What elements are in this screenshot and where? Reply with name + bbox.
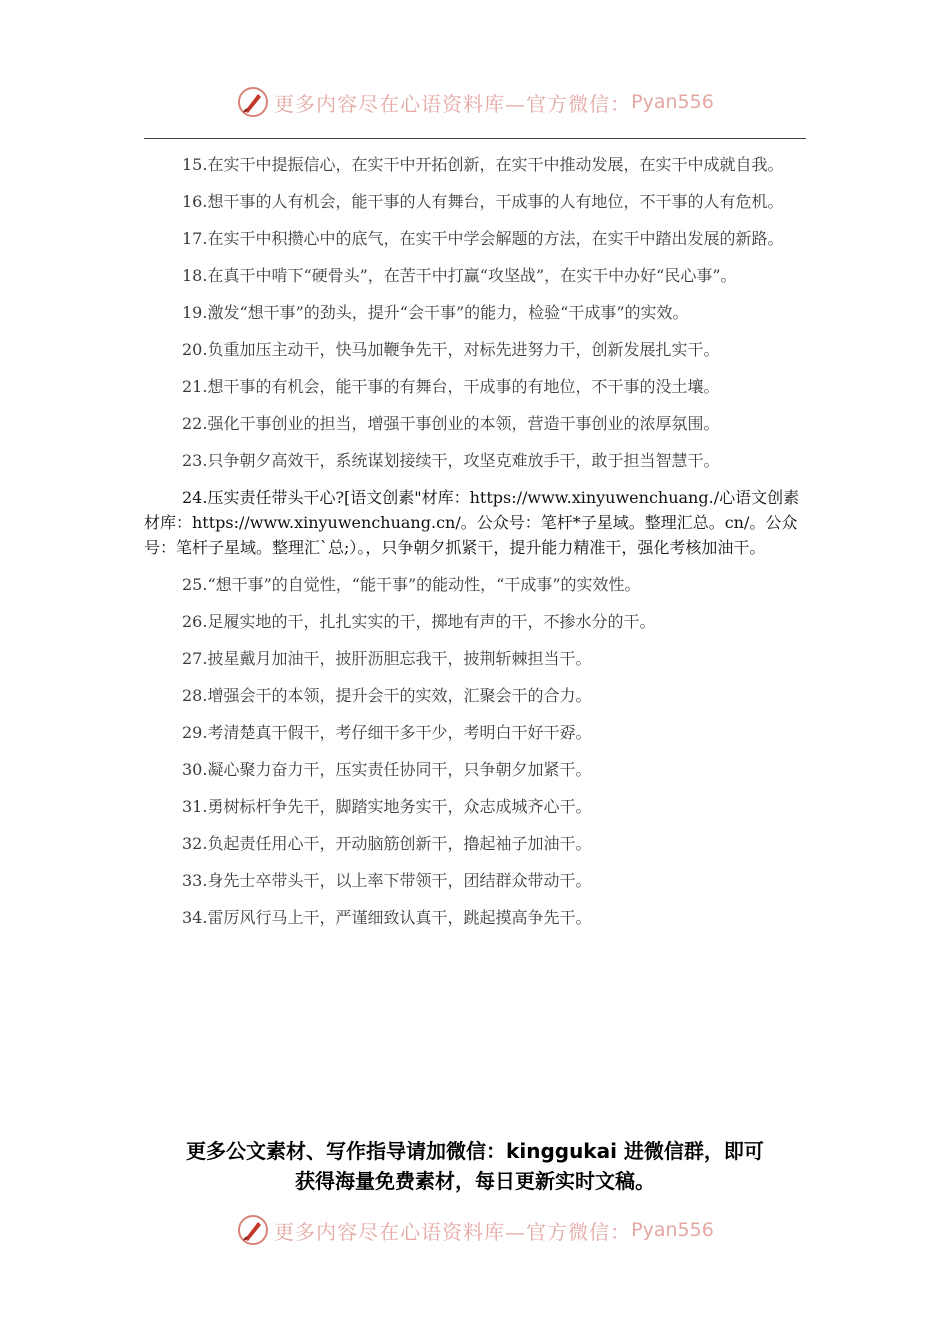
banner-wechat-id: Pyan556: [631, 1219, 714, 1241]
list-item: 34.雷厉风行马上干，严谨细致认真干，跳起摸高争先干。: [182, 908, 592, 927]
list-item: 21.想干事的有机会，能干事的有舞台，干成事的有地位，不干事的没土壤。: [182, 377, 720, 396]
list-item: 30.凝心聚力奋力干，压实责任协同干，只争朝夕加紧干。: [182, 760, 592, 779]
quill-logo-icon: [236, 1213, 270, 1247]
list-item: 33.身先士卒带头干，以上率下带领干，团结群众带动干。: [182, 871, 592, 890]
list-item: 15.在实干中提振信心，在实干中开拓创新，在实干中推动发展，在实干中成就自我。: [182, 155, 784, 174]
list-item: 32.负起责任用心干，开动脑筋创新干，撸起袖子加油干。: [182, 834, 592, 853]
banner-text: 更多内容尽在心语资料库—官方微信：: [274, 1219, 632, 1244]
document-body: [144, 152, 808, 942]
footer-banner: [0, 1210, 950, 1250]
list-item: 19.激发“想干事”的劲头，提升“会干事”的能力，检验“干成事”的实效。: [182, 303, 689, 322]
list-item: 24.压实责任带头干心?[语文创素"材库：https://www.xinyuwenchuang./心语文创素材库：https://www.xinyuwenchuang.cn/。公众号：笔杆*子星域。整理汇总。cn/。公众号：笔杆子星域。整理汇`总;）。，只争朝夕抓紧干，提升能力精准干，强化考核加油干。: [144, 488, 800, 557]
banner-wechat-id: Pyan556: [631, 91, 714, 113]
list-item: 26.足履实地的干，扎扎实实的干，掷地有声的干，不掺水分的干。: [182, 612, 656, 631]
list-item: 17.在实干中积攒心中的底气，在实干中学会解题的方法，在实干中踏出发展的新路。: [182, 229, 784, 248]
list-item: 28.增强会干的本领，提升会干的实效，汇聚会干的合力。: [182, 686, 592, 705]
banner-text: 更多内容尽在心语资料库—官方微信：: [274, 91, 632, 116]
header-divider: [144, 138, 806, 139]
list-item: 27.披星戴月加油干，披肝沥胆忘我干，披荆斩棘担当干。: [182, 649, 592, 668]
quill-logo-icon: [236, 85, 270, 119]
list-item: 22.强化干事创业的担当，增强干事创业的本领，营造干事创业的浓厚氛围。: [182, 414, 720, 433]
list-item: 29.考清楚真干假干，考仔细干多干少，考明白干好干孬。: [182, 723, 592, 742]
footer-promo-note: [110, 1136, 840, 1196]
footer-note-line1: 更多公文素材、写作指导请加微信：kinggukai 进微信群，即可: [186, 1139, 764, 1163]
list-item: 18.在真干中啃下“硬骨头”，在苦干中打赢“攻坚战”，在实干中办好“民心事”。: [182, 266, 737, 285]
list-item: 16.想干事的人有机会，能干事的人有舞台，干成事的人有地位，不干事的人有危机。: [182, 192, 784, 211]
header-banner: [0, 82, 950, 122]
list-item: 25.“想干事”的自觉性，“能干事”的能动性，“干成事”的实效性。: [182, 575, 641, 594]
list-item: 23.只争朝夕高效干，系统谋划接续干，攻坚克难放手干，敢于担当智慧干。: [182, 451, 720, 470]
footer-note-line2: 获得海量免费素材，每日更新实时文稿。: [295, 1169, 655, 1193]
list-item: 31.勇树标杆争先干，脚踏实地务实干，众志成城齐心干。: [182, 797, 592, 816]
list-item: 20.负重加压主动干，快马加鞭争先干，对标先进努力干，创新发展扎实干。: [182, 340, 720, 359]
